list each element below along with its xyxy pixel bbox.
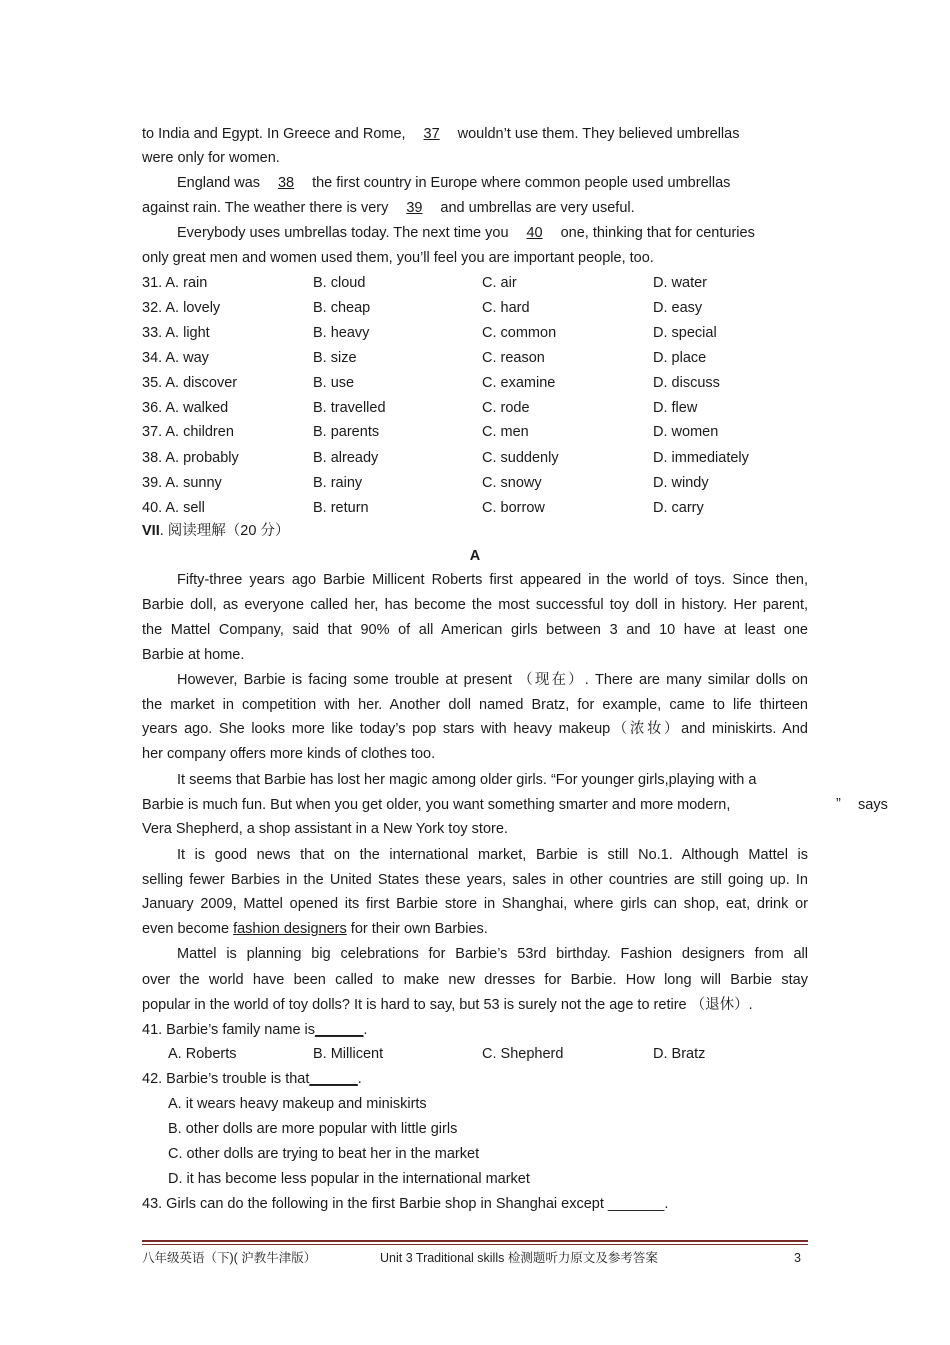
option-c: C. reason bbox=[482, 350, 545, 366]
option-d: D. special bbox=[653, 325, 717, 341]
option-b: B. rainy bbox=[313, 475, 363, 491]
cloze-line-2: were only for women. bbox=[142, 150, 280, 166]
q42-option-a: A. it wears heavy makeup and miniskirts bbox=[168, 1096, 427, 1112]
blank-37: 37 bbox=[423, 126, 440, 142]
cloze-line-4: against rain. The weather there is very 39 and umbrellas are very useful. bbox=[142, 200, 635, 216]
option-d: D. women bbox=[653, 424, 719, 440]
passage-line: the Mattel Company, said that 90% of all American girls between 3 and 10 have at least one bbox=[142, 622, 808, 638]
option-a: 33. A. light bbox=[142, 325, 210, 341]
passage-line: Barbie is much fun. But when you get older, you want something smarter and more modern, bbox=[142, 797, 731, 813]
passage-line: her company offers more kinds of clothes too. bbox=[142, 746, 436, 762]
option-d: D. immediately bbox=[653, 450, 749, 466]
q41-option-c: C. Shepherd bbox=[482, 1046, 564, 1062]
option-b: B. use bbox=[313, 375, 355, 391]
cloze-line-6: only great men and women used them, you’ll feel you are important people, too. bbox=[142, 250, 654, 266]
passage-line: even become fashion designers for their own Barbies. bbox=[142, 921, 488, 937]
option-b: B. parents bbox=[313, 424, 380, 440]
footer-unit-title: Unit 3 Traditional skills 检测题听力原文及参考答案 bbox=[380, 1251, 658, 1265]
option-a: 39. A. sunny bbox=[142, 475, 222, 491]
passage-line: Mattel is planning big celebrations for Barbie’s 53rd birthday. Fashion designers from all bbox=[177, 946, 808, 962]
passage-line: However, Barbie is facing some trouble at present （现在）. There are many similar dolls on bbox=[177, 672, 808, 688]
section-heading: VII. 阅读理解（20 分） bbox=[142, 523, 290, 539]
passage-line: the market in competition with her. Another doll named Bratz, for example, came to life thirteen bbox=[142, 697, 808, 713]
underlined-phrase: fashion designers bbox=[233, 921, 347, 937]
q41-option-d: D. Bratz bbox=[653, 1046, 706, 1062]
option-c: C. men bbox=[482, 424, 529, 440]
passage-line: selling fewer Barbies in the United States these years, sales in other countries are still going up. In bbox=[142, 872, 808, 888]
passage-line: It is good news that on the international market, Barbie is still No.1. Although Mattel is bbox=[177, 847, 808, 863]
option-c: C. borrow bbox=[482, 500, 545, 516]
footer-rule-thin bbox=[142, 1244, 808, 1245]
option-b: B. return bbox=[313, 500, 369, 516]
option-b: B. travelled bbox=[313, 400, 386, 416]
footer-rule bbox=[142, 1240, 808, 1242]
passage-line: Barbie at home. bbox=[142, 647, 245, 663]
option-b: B. cloud bbox=[313, 275, 366, 291]
option-b: B. already bbox=[313, 450, 379, 466]
footer-book-title: 八年级英语（下)( 沪教牛津版） bbox=[142, 1251, 317, 1265]
option-c: C. common bbox=[482, 325, 557, 341]
option-a: 38. A. probably bbox=[142, 450, 239, 466]
option-d: D. place bbox=[653, 350, 707, 366]
cloze-line-1: to India and Egypt. In Greece and Rome, 37 wouldn’t use them. They believed umbrellas bbox=[142, 126, 740, 142]
option-b: B. size bbox=[313, 350, 357, 366]
option-a: 35. A. discover bbox=[142, 375, 238, 391]
option-c: C. hard bbox=[482, 300, 530, 316]
option-c: C. air bbox=[482, 275, 517, 291]
q41-option-a: A. Roberts bbox=[168, 1046, 237, 1062]
option-b: B. cheap bbox=[313, 300, 371, 316]
q42-option-c: C. other dolls are trying to beat her in the market bbox=[168, 1146, 480, 1162]
option-a: 34. A. way bbox=[142, 350, 209, 366]
blank-39: 39 bbox=[406, 200, 423, 216]
blank-38: 38 bbox=[277, 175, 295, 191]
closing-quote: ” bbox=[836, 796, 841, 812]
cloze-line-3: England was 38 the first country in Europe where common people used umbrellas bbox=[177, 175, 731, 191]
passage-line: Fifty-three years ago Barbie Millicent Roberts first appeared in the world of toys. Since then, bbox=[177, 572, 808, 588]
option-d: D. windy bbox=[653, 475, 709, 491]
cloze-line-5: Everybody uses umbrellas today. The next time you 40 one, thinking that for centuries bbox=[177, 225, 755, 241]
says-word: says bbox=[858, 797, 888, 813]
option-c: C. snowy bbox=[482, 475, 542, 491]
option-a: 37. A. children bbox=[142, 424, 234, 440]
passage-line: over the world have been called to make new dresses for Barbie. How long will Barbie stay bbox=[142, 972, 808, 988]
question-43: 43. Girls can do the following in the first Barbie shop in Shanghai except _______. bbox=[142, 1196, 669, 1212]
option-d: D. flew bbox=[653, 400, 698, 416]
question-41: 41. Barbie’s family name is______. bbox=[142, 1022, 368, 1038]
passage-line: years ago. She looks more like today’s pop stars with heavy makeup（浓妆）and miniskirts. And bbox=[142, 721, 808, 737]
q42-option-d: D. it has become less popular in the international market bbox=[168, 1171, 530, 1187]
passage-line: January 2009, Mattel opened its first Barbie store in Shanghai, where girls can shop, eat, drink or bbox=[142, 896, 808, 912]
option-d: D. easy bbox=[653, 300, 703, 316]
option-d: D. discuss bbox=[653, 375, 720, 391]
passage-line: popular in the world of toy dolls? It is hard to say, but 53 is surely not the age to retire （退休）. bbox=[142, 997, 753, 1013]
option-c: C. rode bbox=[482, 400, 530, 416]
question-42: 42. Barbie’s trouble is that______. bbox=[142, 1071, 362, 1087]
option-a: 31. A. rain bbox=[142, 275, 208, 291]
passage-line: Barbie doll, as everyone called her, has become the most successful toy doll in history. Her parent, bbox=[142, 597, 808, 613]
option-d: D. carry bbox=[653, 500, 704, 516]
blank-40: 40 bbox=[526, 225, 543, 241]
option-b: B. heavy bbox=[313, 325, 370, 341]
passage-letter: A bbox=[469, 548, 481, 564]
option-a: 32. A. lovely bbox=[142, 300, 221, 316]
option-c: C. suddenly bbox=[482, 450, 559, 466]
page-number: 3 bbox=[794, 1251, 801, 1265]
q42-option-b: B. other dolls are more popular with little girls bbox=[168, 1121, 458, 1137]
passage-line: It seems that Barbie has lost her magic among older girls. “For younger girls,playing with a bbox=[177, 772, 757, 788]
passage-line: Vera Shepherd, a shop assistant in a New York toy store. bbox=[142, 821, 508, 837]
option-a: 40. A. sell bbox=[142, 500, 205, 516]
option-a: 36. A. walked bbox=[142, 400, 229, 416]
option-d: D. water bbox=[653, 275, 707, 291]
option-c: C. examine bbox=[482, 375, 556, 391]
q41-option-b: B. Millicent bbox=[313, 1046, 384, 1062]
